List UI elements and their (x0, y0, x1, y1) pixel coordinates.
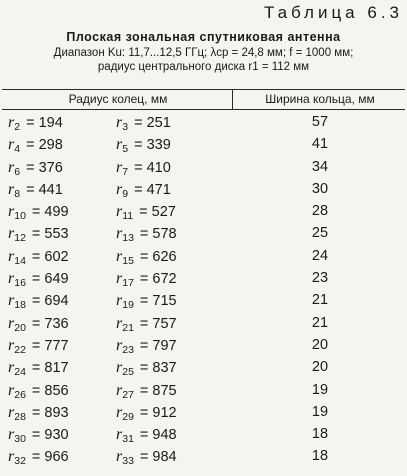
radius-index: 24 (14, 366, 26, 379)
radius-index: 7 (122, 165, 129, 178)
inner-radius-cell (8, 136, 63, 155)
table-row (0, 313, 407, 335)
inner-radius-cell (8, 382, 69, 401)
ring-width-cell: 21 (311, 314, 329, 331)
ring-width-cell: 20 (311, 359, 329, 376)
radius-value: = 777 (31, 337, 69, 354)
radius-symbol: r (116, 247, 123, 265)
subtitle-line-2: радиус центрального диска r1 = 112 мм (97, 61, 310, 73)
outer-radius-cell (116, 136, 171, 155)
radius-value: = 499 (31, 204, 69, 221)
ring-width-cell: 18 (311, 448, 329, 465)
outer-radius-cell (116, 337, 177, 356)
radius-value: = 441 (26, 181, 63, 198)
radius-index: 2 (14, 121, 21, 133)
radius-value: = 471 (134, 181, 171, 198)
radius-index: 31 (122, 433, 134, 446)
radius-index: 26 (14, 388, 26, 401)
inner-radius-cell (8, 292, 69, 311)
radius-symbol: r (116, 426, 123, 444)
radius-index: 11 (122, 210, 134, 223)
radius-symbol: r (8, 114, 15, 131)
inner-radius-cell (8, 159, 63, 178)
radius-index: 10 (14, 210, 26, 223)
radius-index: 30 (14, 433, 26, 446)
ring-width-cell: 30 (311, 180, 329, 197)
radius-value: = 339 (134, 137, 171, 154)
inner-radius-cell (8, 337, 69, 356)
radius-symbol: r (116, 359, 123, 377)
radius-index: 4 (14, 143, 21, 156)
radius-symbol: r (8, 158, 15, 176)
table-row (0, 335, 407, 357)
table-row (0, 134, 407, 156)
radius-index: 13 (122, 232, 134, 245)
table-row (0, 223, 407, 245)
outer-radius-cell (116, 404, 177, 423)
radius-symbol: r (8, 203, 15, 221)
outer-radius-cell (116, 181, 171, 200)
ring-width-cell: 41 (311, 136, 329, 153)
radius-symbol: r (116, 114, 123, 131)
radius-symbol: r (116, 203, 123, 221)
radius-symbol: r (116, 270, 123, 288)
radius-index: 20 (14, 321, 26, 334)
radius-value: = 797 (139, 337, 177, 354)
table-row (0, 157, 407, 179)
inner-radius-cell (8, 203, 69, 222)
table-row (0, 201, 407, 223)
radius-symbol: r (116, 158, 123, 176)
table-row (0, 179, 407, 201)
inner-radius-cell (8, 359, 69, 378)
ring-width-cell: 28 (311, 203, 329, 220)
radius-symbol: r (116, 336, 123, 354)
radius-value: = 578 (139, 226, 177, 243)
radius-symbol: r (8, 448, 15, 466)
outer-radius-cell (116, 382, 177, 401)
radius-index: 5 (122, 143, 129, 156)
subtitle-line-1: Диапазон Ku: 11,7...12,5 ГГц; λср = 24,8 мм; f = 1000 мм; (53, 47, 354, 59)
radius-value: = 757 (139, 315, 177, 332)
radius-index: 9 (122, 187, 129, 200)
table-row (0, 402, 407, 424)
radius-value: = 527 (139, 204, 176, 221)
ring-width-cell: 23 (311, 270, 329, 287)
radius-symbol: r (8, 270, 15, 288)
radius-index: 29 (122, 410, 134, 423)
table-title: Плоская зональная спутниковая антенна (66, 30, 341, 44)
radius-symbol: r (8, 359, 15, 377)
radius-value: = 837 (139, 360, 177, 377)
radius-symbol: r (116, 292, 123, 310)
ring-width-cell: 34 (311, 158, 329, 175)
table-subtitle (6, 46, 401, 74)
radius-value: = 376 (26, 159, 63, 176)
radius-value: = 715 (139, 293, 177, 310)
outer-radius-cell (116, 426, 177, 445)
radius-index: 21 (122, 321, 134, 334)
ring-width-cell: 19 (311, 403, 329, 420)
radius-index: 28 (14, 410, 26, 423)
radius-value: = 649 (31, 271, 69, 288)
radius-index: 3 (122, 121, 129, 133)
outer-radius-cell (116, 359, 177, 378)
inner-radius-cell (8, 448, 69, 467)
radius-symbol: r (8, 247, 15, 265)
inner-radius-cell (8, 426, 69, 445)
radius-symbol: r (116, 381, 123, 399)
table-row (0, 380, 407, 402)
inner-radius-cell (8, 315, 69, 334)
outer-radius-cell (116, 114, 171, 133)
table-top-rule (2, 89, 405, 90)
header-width: Ширина кольца, мм (265, 92, 375, 106)
table-row (0, 424, 407, 446)
ring-width-cell: 25 (311, 225, 329, 242)
radius-index: 22 (14, 343, 26, 356)
radius-index: 14 (14, 254, 26, 267)
radius-index: 19 (122, 299, 134, 312)
radius-symbol: r (8, 381, 15, 399)
radius-value: = 736 (31, 315, 69, 332)
radius-symbol: r (116, 314, 123, 332)
radius-symbol: r (8, 292, 15, 310)
outer-radius-cell (116, 292, 177, 311)
radius-value: = 966 (31, 449, 69, 466)
radius-index: 25 (122, 366, 134, 379)
ring-width-cell: 20 (311, 336, 329, 353)
outer-radius-cell (116, 315, 177, 334)
radius-value: = 856 (31, 382, 69, 399)
radius-index: 6 (14, 165, 21, 178)
radius-value: = 930 (31, 427, 69, 444)
inner-radius-cell (8, 248, 69, 267)
outer-radius-cell (116, 448, 177, 467)
radius-symbol: r (116, 180, 123, 198)
outer-radius-cell (116, 225, 177, 244)
radius-value: = 893 (31, 404, 69, 421)
header-bottom-rule (2, 109, 405, 110)
outer-radius-cell (116, 159, 171, 178)
radius-value: = 912 (139, 404, 177, 421)
radius-symbol: r (116, 136, 123, 154)
table-row (0, 112, 407, 134)
radius-index: 16 (14, 277, 26, 290)
ring-width-cell: 57 (311, 114, 329, 130)
radius-symbol: r (116, 225, 123, 243)
inner-radius-cell (8, 404, 69, 423)
table-row (0, 268, 407, 290)
table-row (0, 357, 407, 379)
radius-symbol: r (116, 403, 123, 421)
outer-radius-cell (116, 270, 177, 289)
table-row (0, 246, 407, 268)
radius-index: 18 (14, 299, 26, 312)
radius-index: 8 (14, 187, 21, 200)
radius-index: 12 (14, 232, 26, 245)
radius-value: = 694 (31, 293, 69, 310)
radius-symbol: r (8, 426, 15, 444)
radius-value: = 410 (134, 159, 171, 176)
radius-value: = 251 (134, 115, 171, 131)
outer-radius-cell (116, 248, 177, 267)
radius-symbol: r (8, 336, 15, 354)
radius-symbol: r (116, 448, 123, 466)
table-row (0, 446, 407, 468)
radius-value: = 672 (139, 271, 177, 288)
radius-index: 23 (122, 343, 134, 356)
radius-index: 32 (14, 455, 26, 468)
radius-value: = 626 (139, 248, 177, 265)
radius-symbol: r (8, 314, 15, 332)
table-number: Таблица 6.3 (263, 3, 403, 22)
ring-width-cell: 21 (311, 292, 329, 309)
radius-value: = 602 (31, 248, 69, 265)
radius-symbol: r (8, 180, 15, 198)
ring-width-cell: 24 (311, 247, 329, 264)
table-body (0, 112, 407, 469)
ring-width-cell: 18 (311, 426, 329, 443)
table-row (0, 290, 407, 312)
inner-radius-cell (8, 114, 63, 133)
radius-index: 17 (122, 277, 134, 290)
radius-index: 33 (122, 455, 134, 468)
inner-radius-cell (8, 225, 69, 244)
radius-symbol: r (8, 225, 15, 243)
radius-value: = 817 (31, 360, 69, 377)
radius-index: 15 (122, 254, 134, 267)
radius-index: 27 (122, 388, 134, 401)
radius-value: = 194 (26, 115, 63, 131)
radius-symbol: r (8, 136, 15, 154)
outer-radius-cell (116, 203, 176, 222)
inner-radius-cell (8, 181, 63, 200)
radius-value: = 984 (139, 449, 177, 466)
header-radius: Радиус колец, мм (68, 92, 168, 106)
radius-value: = 553 (31, 226, 69, 243)
radius-value: = 948 (139, 427, 177, 444)
radius-value: = 298 (26, 137, 63, 154)
inner-radius-cell (8, 270, 69, 289)
radius-value: = 875 (139, 382, 177, 399)
ring-width-cell: 19 (311, 381, 329, 398)
radius-symbol: r (8, 403, 15, 421)
